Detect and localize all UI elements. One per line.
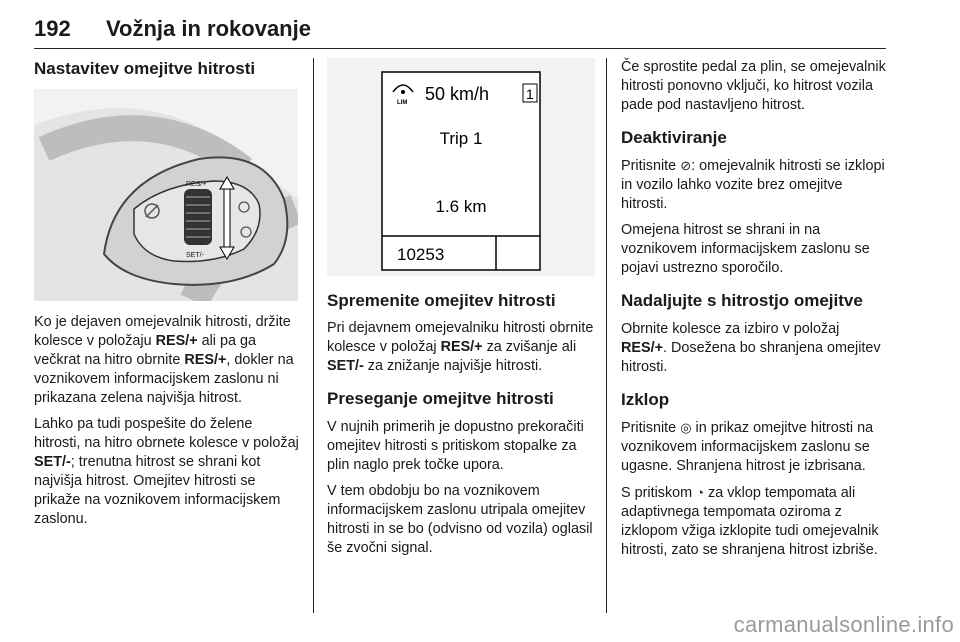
- section-heading: Preseganje omejitve hitrosti: [327, 389, 554, 409]
- cruise-control-icon: ◔: [696, 484, 705, 500]
- paragraph: Pritisnite ⊘: omejevalnik hitrosti se izklopi in vozilo lahko vozite brez omejitve hitrosti.: [621, 158, 885, 213]
- paragraph: Lahko pa tudi pospešite do želene hitrosti, na hitro obrnete kolesce v položaj SET/-; trenutna hitrost se shrani kot najvišja hitrost. Omejitev hitrosti se prikaže na voznikovem informacijskem zaslonu.: [34, 416, 299, 528]
- limit-speed: 50 km/h: [425, 84, 490, 104]
- cancel-icon: ⊘: [680, 158, 692, 174]
- gear-indicator: 1: [526, 86, 534, 102]
- trip-value: 1.6 km: [435, 197, 487, 216]
- section-heading: Spremenite omejitev hitrosti: [327, 291, 556, 310]
- paragraph: V nujnih primerih je dopustno prekoračiti omejitev hitrosti s pritiskom stopalke za plin naglo prek točke upora.: [327, 418, 584, 473]
- section-heading: Izklop: [621, 389, 670, 409]
- column-3: [621, 58, 889, 567]
- wheel-set-label: SET/-: [186, 252, 204, 260]
- paragraph: Pri dejavnem omejevalniku hitrosti obrnite kolesce v položaj RES/+ za zvišanje ali SET/- za znižanje najvišje hitrosti.: [327, 320, 594, 375]
- driver-info-display-illustration: [327, 58, 595, 276]
- column-divider: [606, 58, 607, 613]
- column-2: [327, 58, 595, 565]
- paragraph: Pritisnite ◎ in prikaz omejitve hitrosti na voznikovem informacijskem zaslonu se ugasne. Shranjena hitrost je izbrisana.: [621, 419, 874, 474]
- paragraph: Če sprostite pedal za plin, se omejevalnik hitrosti ponovno vključi, ko hitrost vozila pade pod nastavljeno hitrost.: [621, 59, 886, 113]
- watermark: carmanualsonline.info: [733, 612, 954, 637]
- page-header: [34, 0, 886, 49]
- steering-wheel-illustration: [34, 89, 298, 301]
- section-heading: Nastavitev omejitve hitrosti: [34, 59, 256, 78]
- page-number: 192: [34, 16, 71, 41]
- paragraph: Omejena hitrost se shrani in na voznikovem informacijskem zaslonu se pojavi ustrezno sporočilo.: [621, 222, 870, 277]
- paragraph: Obrnite kolesce za izbiro v položaj RES/+. Doseženа bo shranjena omejitev hitrosti.: [621, 320, 881, 375]
- speed-limiter-icon: ◎: [680, 419, 692, 435]
- chapter-title: Vožnja in rokovanje: [106, 16, 311, 41]
- lim-label: LIM: [397, 100, 408, 106]
- column-divider: [313, 58, 314, 613]
- section-heading: Deaktiviranje: [621, 128, 727, 147]
- column-1: [34, 58, 300, 536]
- wheel-res-label: RES/+: [186, 181, 207, 189]
- paragraph: S pritiskom ◔ za vklop tempomata ali adaptivnega tempomata oziroma z izklopom vžiga izklopite tudi omejevalnik hitrosti, zato se shranjena hitrost izbriše.: [621, 484, 879, 558]
- trip-label: Trip 1: [439, 129, 483, 148]
- odometer: 10253: [397, 245, 445, 264]
- paragraph: V tem obdobju bo na voznikovem informacijskem zaslonu utripala omejitev hitrosti in se bo (odvisno od vozila) oglasil še zvočni signal.: [327, 482, 593, 556]
- section-heading: Nadaljujte s hitrostjo omejitve: [621, 291, 863, 311]
- paragraph: Ko je dejaven omejevalnik hitrosti, držite kolesce v položaju RES/+ ali pa ga večkrat na hitro obrnite RES/+, dokler na voznikovem informacijskem zaslonu ni prikazana zelena najvišja hitrost.: [34, 314, 294, 407]
